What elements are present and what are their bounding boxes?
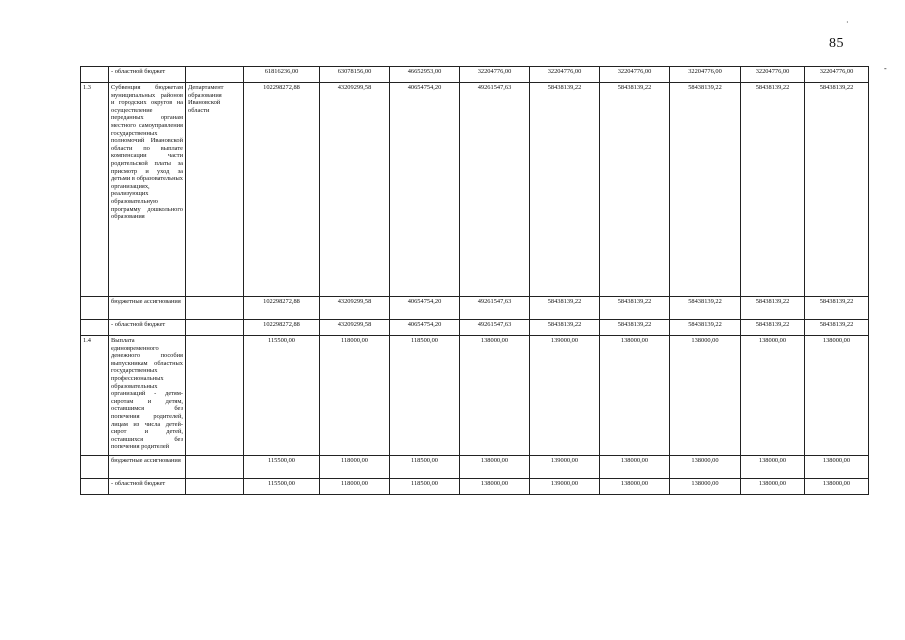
row-value-cell: 32204776,00 [530, 67, 600, 83]
row-value-cell: 58438139,22 [600, 320, 670, 336]
row-value-cell: 102298272,88 [244, 297, 320, 320]
row-value-cell: 115500,00 [244, 336, 320, 456]
row-value-cell: 58438139,22 [530, 320, 600, 336]
row-value-cell: 61816236,00 [244, 67, 320, 83]
row-code-cell: 1.3 [81, 83, 109, 297]
row-value-cell: 139000,00 [530, 479, 600, 495]
row-value-cell: 58438139,22 [600, 83, 670, 297]
row-value-cell: 102298272,88 [244, 83, 320, 297]
row-executor-cell [186, 297, 244, 320]
row-value-cell: 102298272,88 [244, 320, 320, 336]
table-row [81, 456, 869, 479]
row-value-cell: 118000,00 [320, 336, 390, 456]
row-description-cell: Субвенция бюджетам муниципальных районов и городских округов на осуществление переданных органам местного самоуправления государственных полномочий Ивановской области по выплате компенсации части родительской платы за присмотр и уход за детьми в образовательных организациях, реализующих образовательную программу дошкольного образования [109, 83, 186, 297]
row-value-cell: 139000,00 [530, 336, 600, 456]
row-value-cell: 138000,00 [805, 336, 869, 456]
row-code-cell: 1.4 [81, 336, 109, 456]
row-code-cell [81, 67, 109, 83]
row-value-cell: 138000,00 [670, 479, 741, 495]
row-description-cell: бюджетные ассигнования [109, 456, 186, 479]
row-executor-cell [186, 479, 244, 495]
row-value-cell: 58438139,22 [741, 297, 805, 320]
row-value-cell: 58438139,22 [670, 83, 741, 297]
row-value-cell: 138000,00 [805, 479, 869, 495]
row-value-cell: 138000,00 [600, 456, 670, 479]
row-executor-cell [186, 67, 244, 83]
page-number: 85 [829, 36, 844, 51]
row-value-cell: 40654754,20 [390, 320, 460, 336]
row-value-cell: 58438139,22 [741, 83, 805, 297]
table-row [81, 479, 869, 495]
row-executor-cell [186, 336, 244, 456]
row-value-cell: 40654754,20 [390, 297, 460, 320]
row-value-cell: 32204776,00 [741, 67, 805, 83]
row-value-cell: 138000,00 [460, 456, 530, 479]
row-value-cell: 43209299,58 [320, 83, 390, 297]
row-value-cell: 32204776,00 [460, 67, 530, 83]
row-value-cell: 58438139,22 [670, 320, 741, 336]
row-value-cell: 138000,00 [805, 456, 869, 479]
scan-artifact-mark: - [884, 64, 887, 73]
row-value-cell: 118500,00 [390, 336, 460, 456]
row-value-cell: 138000,00 [670, 456, 741, 479]
table-row [81, 320, 869, 336]
row-value-cell: 138000,00 [741, 336, 805, 456]
row-value-cell: 58438139,22 [805, 320, 869, 336]
row-value-cell: 138000,00 [600, 336, 670, 456]
row-value-cell: 43209299,58 [320, 297, 390, 320]
row-description-cell: Выплата единовременного денежного пособия выпускникам областных государственных профессиональных образовательных организаций - детям-сиротам и детям, оставшимся без попечения родителей, лицам из числа детей-сирот и детей, оставшихся без попечения родителей [109, 336, 186, 456]
row-description-cell: бюджетные ассигнования [109, 297, 186, 320]
row-value-cell: 32204776,00 [670, 67, 741, 83]
row-value-cell: 58438139,22 [600, 297, 670, 320]
row-code-cell [81, 297, 109, 320]
budget-table [80, 66, 869, 495]
row-value-cell: 138000,00 [460, 479, 530, 495]
row-code-cell [81, 320, 109, 336]
table-row [81, 297, 869, 320]
scan-artifact-mark: · [846, 18, 849, 27]
row-value-cell: 49261547,63 [460, 320, 530, 336]
table-row [81, 336, 869, 456]
row-value-cell: 63078156,00 [320, 67, 390, 83]
row-executor-cell [186, 456, 244, 479]
row-value-cell: 115500,00 [244, 479, 320, 495]
row-code-cell [81, 479, 109, 495]
row-executor-cell: Департамент образования Ивановской области [186, 83, 244, 297]
row-value-cell: 138000,00 [741, 479, 805, 495]
row-value-cell: 115500,00 [244, 456, 320, 479]
row-value-cell: 58438139,22 [530, 83, 600, 297]
row-value-cell: 118500,00 [390, 456, 460, 479]
row-value-cell: 46652953,00 [390, 67, 460, 83]
row-value-cell: 138000,00 [460, 336, 530, 456]
row-value-cell: 58438139,22 [805, 297, 869, 320]
row-value-cell: 138000,00 [600, 479, 670, 495]
row-value-cell: 49261547,63 [460, 297, 530, 320]
row-value-cell: 118000,00 [320, 456, 390, 479]
row-code-cell [81, 456, 109, 479]
row-value-cell: 138000,00 [741, 456, 805, 479]
row-value-cell: 32204776,00 [600, 67, 670, 83]
row-description-cell: - областной бюджет [109, 479, 186, 495]
row-value-cell: 58438139,22 [741, 320, 805, 336]
row-description-cell: - областной бюджет [109, 67, 186, 83]
row-value-cell: 49261547,63 [460, 83, 530, 297]
row-value-cell: 40654754,20 [390, 83, 460, 297]
row-description-cell: - областной бюджет [109, 320, 186, 336]
row-value-cell: 138000,00 [670, 336, 741, 456]
row-value-cell: 43209299,58 [320, 320, 390, 336]
table-row [81, 83, 869, 297]
row-value-cell: 58438139,22 [805, 83, 869, 297]
row-value-cell: 118500,00 [390, 479, 460, 495]
row-value-cell: 118000,00 [320, 479, 390, 495]
row-executor-cell [186, 320, 244, 336]
table-row [81, 67, 869, 83]
row-value-cell: 32204776,00 [805, 67, 869, 83]
row-value-cell: 58438139,22 [670, 297, 741, 320]
row-value-cell: 58438139,22 [530, 297, 600, 320]
table-body [81, 67, 869, 495]
row-value-cell: 139000,00 [530, 456, 600, 479]
